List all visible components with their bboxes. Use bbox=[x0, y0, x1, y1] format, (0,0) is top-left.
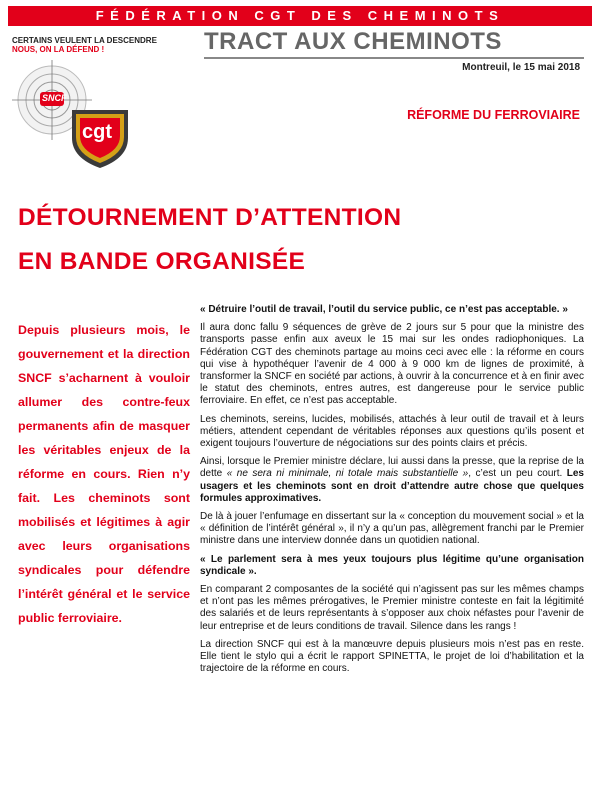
paragraph-3-quote: « ne sera ni minimale, ni totale mais substantielle » bbox=[226, 468, 469, 480]
paragraph-3-bold: Les usagers et les cheminots sont en droit d’attendre autre chose que quelques formules approximatives. bbox=[200, 468, 584, 504]
paragraph-1: Il aura donc fallu 9 séquences de grève de 2 jours sur 5 pour que la ministre des transports passe enfin aux aveux le 15 mai sur les ondes radiophoniques. La Fédération CGT des cheminots partage au moins ceci avec elle : la réforme en cours qui vise à hypothéquer l’avenir de 4 000 à 9 000 km de lignes de proximité, à transformer la SNCF en société par actions, à ouvrir à la concurrence et à en finir avec le statut des cheminots, entres autres, est dangereuse pour le service public ferroviaire. En effet, ce n’est pas acceptable. bbox=[200, 322, 584, 407]
quote-2: « Le parlement sera à mes yeux toujours plus légitime qu’une organisation syndicale ». bbox=[200, 553, 584, 577]
paragraph-3-start: Ainsi, lorsque le Premier ministre déclare, lui aussi dans la presse, que la reprise de la dette bbox=[200, 456, 584, 480]
date-line: Montreuil, le 15 mai 2018 bbox=[462, 62, 580, 73]
paragraph-2: Les cheminots, sereins, lucides, mobilisés, attachés à leur outil de travail et à leurs métiers, attendent cependant de véritables réponses aux questions qu’ils posent et exigent toujours l’ouverture de négociations sur des points clairs et précis. bbox=[200, 413, 584, 450]
headline-line-2: EN BANDE ORGANISÉE bbox=[18, 248, 306, 275]
paragraph-3-mid: , c’est un peu court. bbox=[468, 468, 567, 480]
lead-paragraph: Depuis plusieurs mois, le gouvernement et la direction SNCF s’acharnent à vouloir allumer des contre-feux permanents afin de masquer les véritables enjeux de la réforme en cours. Rien n’y fait. Les cheminots sont mobilisés et légitimes à agir avec leurs organisations syndicales pour défendre l’intérêt général et le service public ferroviaire. bbox=[18, 323, 190, 625]
cgt-logo-text: cgt bbox=[82, 121, 112, 143]
headline-line-1: DÉTOURNEMENT D’ATTENTION bbox=[18, 204, 402, 231]
title-divider bbox=[204, 57, 584, 59]
paragraph-4: De là à jouer l’enfumage en dissertant sur la « conception du mouvement social » et la « définition de l’intérêt général », il n’y a qu’un pas, allègrement franchi par le Premier ministre dans une interview donnée dans un quotidien national. bbox=[200, 511, 584, 547]
section-title: RÉFORME DU FERROVIAIRE bbox=[407, 108, 580, 122]
article-body bbox=[200, 304, 584, 681]
logo-slogan bbox=[12, 36, 157, 54]
quote-1: « Détruire l’outil de travail, l’outil du service public, ce n’est pas acceptable. » bbox=[200, 304, 568, 315]
paragraph-5: En comparant 2 composantes de la société qui n’agissent pas sur les mêmes champs et n’ont pas les mêmes prérogatives, le Premier ministre conteste en fait la légitimité des salariés et de leurs représentants à s’opposer aux choix néfastes pour l’avenir de leur entreprise et de leurs conditions de travail. Silence dans les rangs ! bbox=[200, 584, 584, 632]
sncf-logo-text: SNCF bbox=[42, 93, 67, 103]
federation-banner: FÉDÉRATION CGT DES CHEMINOTS bbox=[8, 6, 592, 26]
slogan-line-1: CERTAINS VEULENT LA DESCENDRE bbox=[12, 36, 157, 45]
paragraph-3 bbox=[200, 456, 584, 505]
paragraph-6: La direction SNCF qui est à la manœuvre depuis plusieurs mois n’est pas en reste. Elle tient le stylo qui a écrit le rapport SPINETTA, le projet de loi d’habilitation et la trajectoire de la réforme en cours. bbox=[200, 638, 584, 675]
headline bbox=[18, 196, 588, 284]
page-title: TRACT AUX CHEMINOTS bbox=[204, 28, 502, 55]
slogan-line-2: NOUS, ON LA DÉFEND ! bbox=[12, 45, 105, 54]
